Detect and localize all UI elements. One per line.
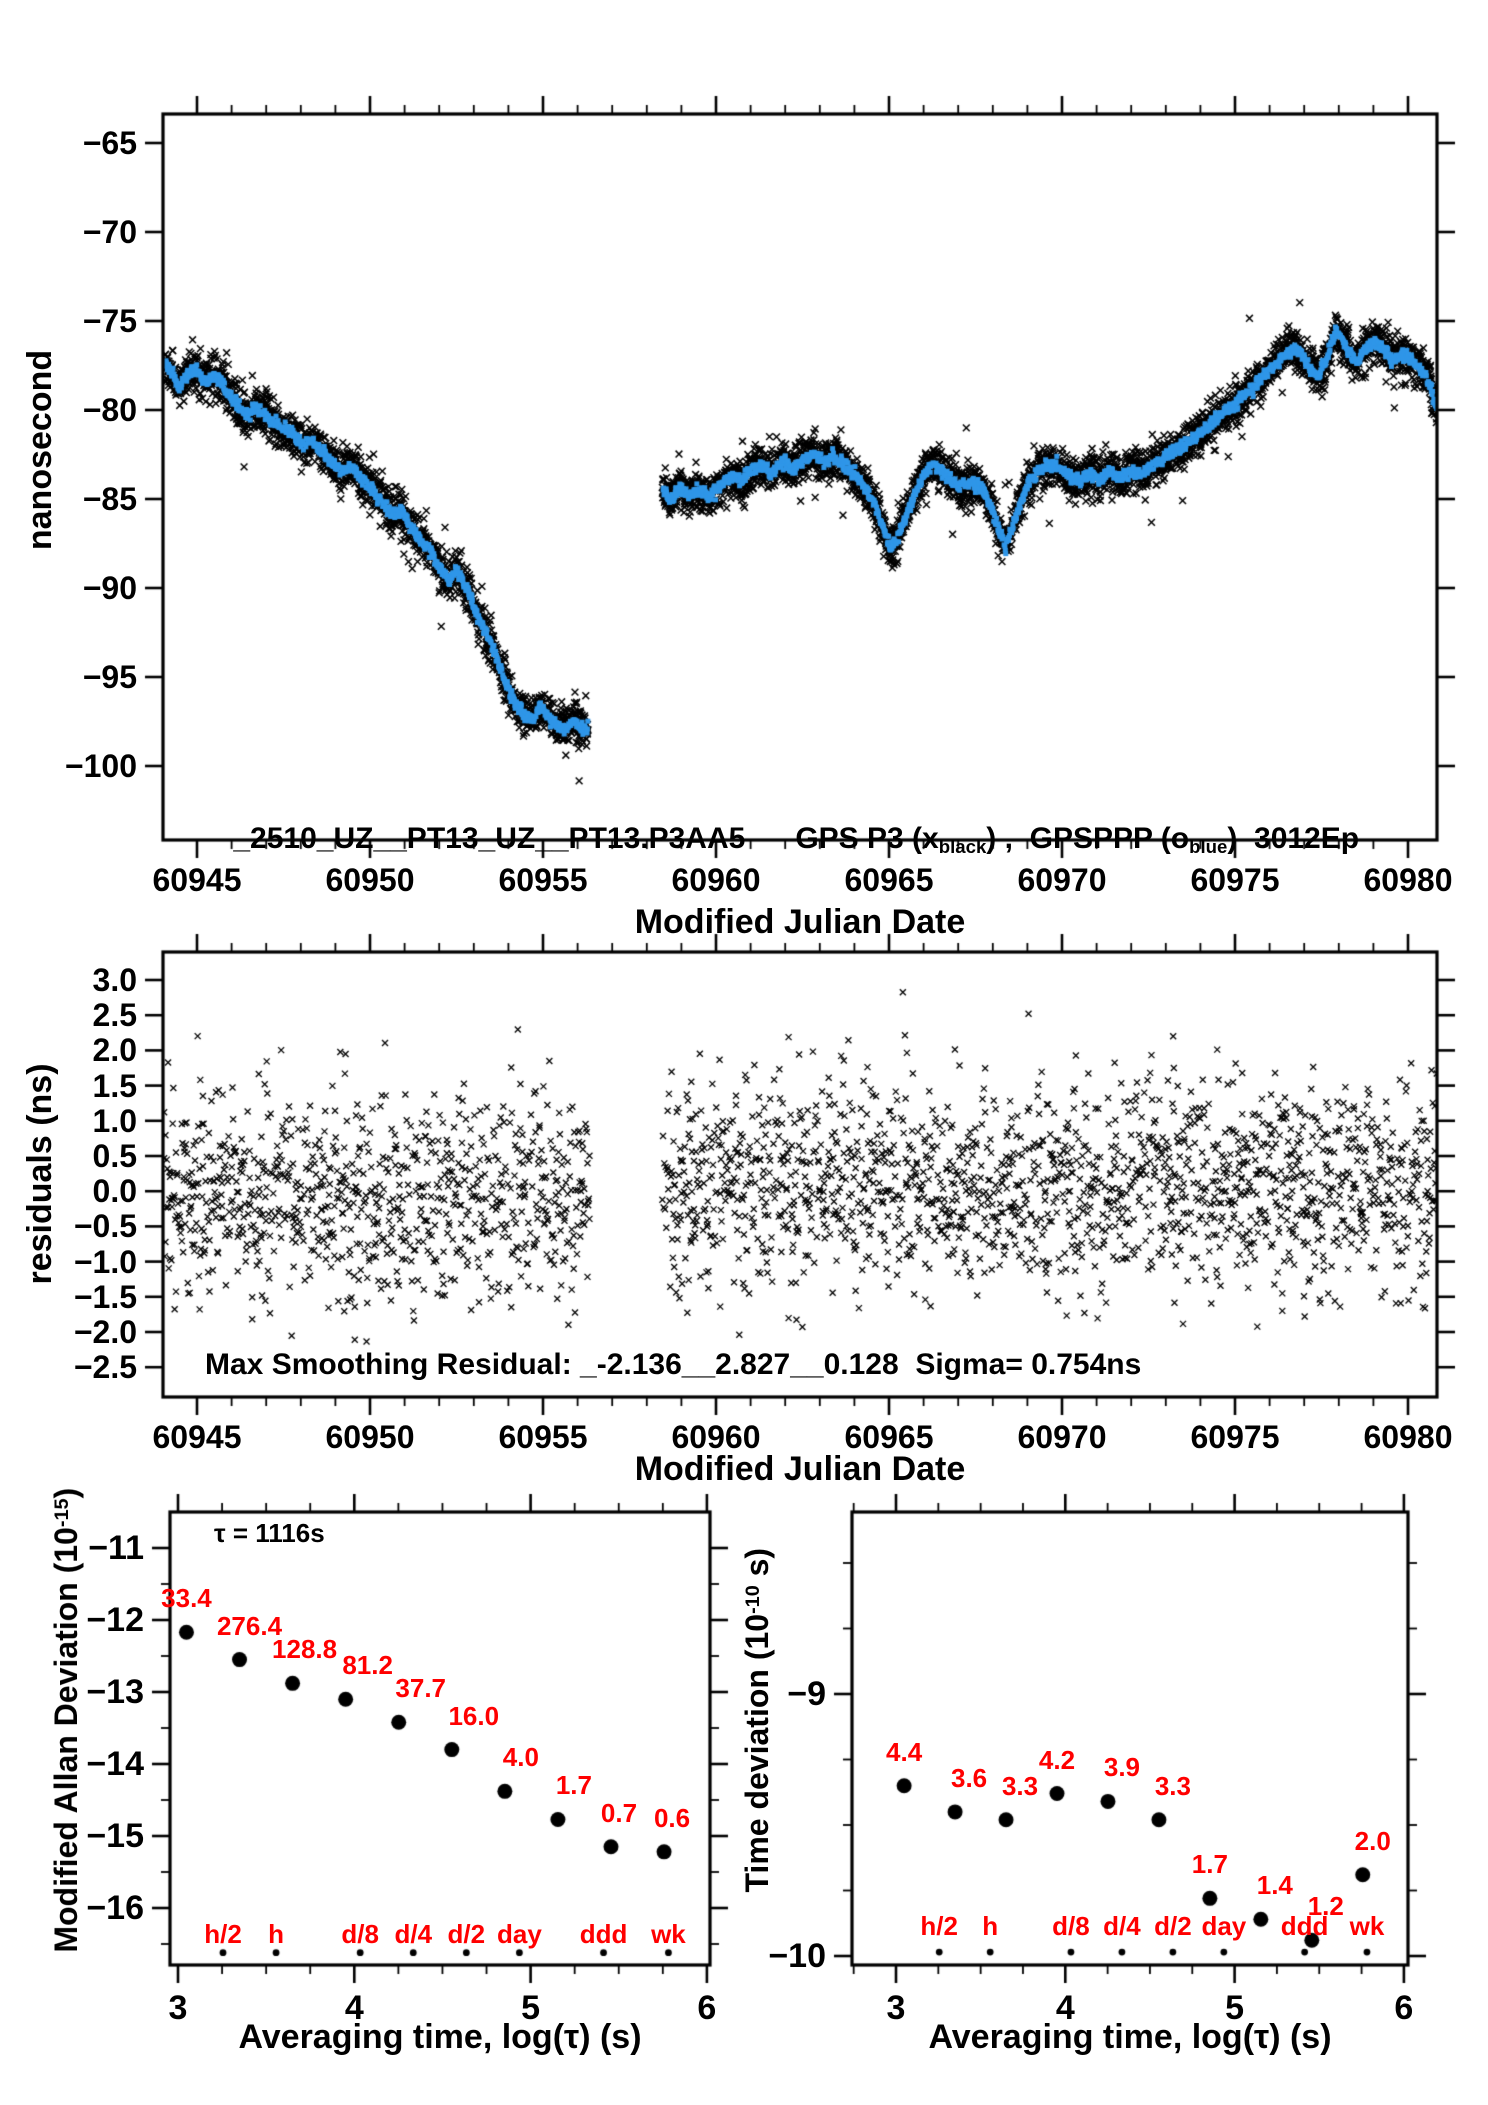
residual-ytick-label: 2.5 [92, 997, 137, 1034]
tdev-y-axis-title [709, 1548, 805, 1928]
mdev-ytick-label: −16 [86, 1889, 144, 1927]
top-xtick-label: 60980 [1363, 862, 1453, 898]
top-ytick-label: −85 [82, 481, 137, 517]
mdev-point-value-label: 0.6 [653, 1802, 691, 1833]
residual-ytick-label: −1.0 [73, 1243, 137, 1280]
tdev-ylabel-post: s) [739, 1547, 775, 1586]
mdev-ytick-label: −13 [86, 1673, 144, 1711]
tdev-point-value-label: 1.4 [1256, 1870, 1293, 1901]
tdev-ytick-label: −9 [787, 1675, 826, 1713]
mdev-ytick-label: −11 [88, 1529, 144, 1567]
top-ytick-label: −90 [82, 570, 137, 606]
mdev-point-value-label: 0.7 [600, 1797, 638, 1828]
mdev-x-axis-title: Averaging time, log(τ) (s) [238, 2018, 642, 2056]
top-ytick-label: −70 [82, 214, 137, 250]
top-ytick-label: −65 [82, 125, 137, 161]
mdev-ylabel-pre: Modified Allan Deviation (10 [48, 1527, 84, 1953]
tdev-tau-marker-label: d/4 [1103, 1911, 1141, 1942]
residual-xtick-label: 60975 [1190, 1419, 1280, 1455]
residual-ytick-label: −2.0 [73, 1314, 137, 1350]
tdev-xtick-label: 3 [886, 1989, 906, 2027]
residual-xtick-label: 60965 [844, 1419, 934, 1455]
mdev-tau-marker-label: ddd [579, 1919, 628, 1950]
mdev-point-value-label: 16.0 [448, 1700, 500, 1731]
tdev-point-value-label: 4.2 [1038, 1744, 1076, 1775]
mdev-xtick-label: 4 [344, 1989, 364, 2027]
residual-annotation: Max Smoothing Residual: _-2.136__2.827__0.128 Sigma= 0.754ns [205, 1348, 1142, 1381]
top-ytick-label: −80 [82, 392, 137, 428]
residual-ytick-label: 0.5 [92, 1138, 137, 1174]
mdev-tau-marker-label: d/4 [394, 1919, 433, 1950]
tdev-tau-marker-label: h [982, 1911, 999, 1942]
top-plot-title-series-2: ) , GPSPPP (o [986, 822, 1190, 855]
residual-x-axis-title: Modified Julian Date [634, 1450, 966, 1488]
mdev-point-value-label: 1.7 [555, 1770, 592, 1801]
top-xtick-label: 60970 [1017, 862, 1107, 898]
tdev-point-value-label: 1.7 [1191, 1849, 1228, 1880]
mdev-tau-marker-label: h/2 [204, 1919, 242, 1950]
top-xtick-label: 60950 [325, 862, 415, 898]
top-xtick-label: 60965 [844, 862, 934, 898]
tdev-tau-marker-label: day [1201, 1911, 1247, 1942]
tdev-ytick-label: −10 [768, 1937, 826, 1975]
residual-ytick-label: 3.0 [92, 962, 137, 998]
residual-ytick-label: 1.0 [92, 1102, 137, 1139]
tdev-point-value-label: 3.3 [1154, 1770, 1191, 1801]
mdev-point-value-label: 33.4 [161, 1583, 212, 1614]
top-plot-title-series-1: GPS P3 (x [795, 822, 939, 855]
top-plot-title-series-3: ) 3012Ep [1227, 822, 1360, 855]
mdev-point-value-label: 4.0 [502, 1742, 539, 1773]
residual-y-axis-title: residuals (ns) [21, 1063, 59, 1285]
mdev-point-value-label: 128.8 [272, 1634, 338, 1665]
residual-ytick-label: −2.5 [73, 1349, 137, 1386]
top-plot-title-sub-black: black [938, 836, 987, 858]
tdev-point-value-label: 4.4 [886, 1736, 923, 1767]
residual-xtick-label: 60970 [1017, 1419, 1107, 1455]
residual-xtick-label: 60955 [498, 1419, 588, 1455]
tdev-tau-marker-label: d/8 [1052, 1911, 1090, 1942]
tdev-point-value-label: 1.2 [1307, 1891, 1344, 1922]
tdev-tau-marker-label: ddd [1280, 1911, 1329, 1942]
top-x-axis-title: Modified Julian Date [634, 903, 966, 941]
residual-xtick-label: 60950 [325, 1419, 415, 1455]
residual-ytick-label: −1.5 [73, 1278, 137, 1315]
mdev-point-value-label: 81.2 [342, 1650, 393, 1681]
tdev-tau-marker-label: wk [1349, 1911, 1385, 1942]
mdev-ylabel-sup: -15 [51, 1498, 74, 1528]
tdev-xtick-label: 6 [1394, 1989, 1414, 2027]
mdev-tau-marker-label: h [268, 1919, 285, 1950]
mdev-point-value-label: 276.4 [216, 1610, 283, 1641]
mdev-xtick-label: 5 [521, 1989, 541, 2027]
mdev-tau-marker-label: day [496, 1919, 542, 1950]
mdev-xtick-label: 6 [697, 1989, 717, 2027]
tdev-tau-marker-label: d/2 [1154, 1911, 1192, 1942]
tdev-point-value-label: 3.9 [1103, 1752, 1141, 1783]
top-xtick-label: 60955 [498, 862, 588, 898]
residual-ytick-label: 0.0 [92, 1173, 137, 1210]
tdev-point-value-label: 2.0 [1354, 1825, 1391, 1856]
residual-xtick-label: 60960 [671, 1419, 761, 1455]
mdev-ytick-label: −15 [86, 1817, 144, 1855]
tdev-xtick-label: 4 [1055, 1989, 1075, 2027]
top-xtick-label: 60945 [152, 862, 242, 898]
top-plot-title-file: _2510_UZ__PT13_UZ__PT13.P3AA5 [233, 822, 746, 855]
residual-ytick-label: 2.0 [92, 1032, 137, 1069]
top-xtick-label: 60975 [1190, 862, 1280, 898]
tdev-x-axis-title: Averaging time, log(τ) (s) [928, 2018, 1332, 2056]
tdev-ylabel-sup: -10 [742, 1585, 765, 1614]
top-ytick-label: −95 [82, 659, 137, 695]
residual-xtick-label: 60980 [1363, 1419, 1453, 1455]
top-xtick-label: 60960 [671, 862, 761, 898]
tdev-ylabel-pre: Time deviation (10 [739, 1613, 775, 1893]
mdev-ytick-label: −12 [86, 1601, 144, 1639]
residual-ytick-label: −0.5 [73, 1208, 137, 1245]
mdev-tau-marker-label: d/8 [341, 1919, 379, 1950]
mdev-point-value-label: 37.7 [395, 1673, 447, 1704]
tdev-tau-marker-label: h/2 [920, 1911, 959, 1942]
mdev-ytick-label: −14 [86, 1745, 144, 1783]
mdev-tau-marker-label: wk [651, 1919, 686, 1950]
top-ytick-label: −100 [64, 748, 137, 784]
mdev-tau-annotation: τ = 1116s [214, 1518, 325, 1548]
tdev-point-value-label: 3.6 [951, 1762, 988, 1793]
residual-xtick-label: 60945 [152, 1419, 242, 1455]
top-y-axis-title: nanosecond [21, 349, 59, 551]
mdev-xtick-label: 3 [168, 1989, 188, 2027]
mdev-ylabel-post: ) [48, 1487, 84, 1499]
mdev-tau-marker-label: d/2 [447, 1919, 486, 1950]
tdev-xtick-label: 5 [1225, 1989, 1245, 2027]
residual-ytick-label: 1.5 [92, 1067, 137, 1104]
top-plot-title-sub-blue: blue [1189, 836, 1228, 858]
tdev-point-value-label: 3.3 [1001, 1770, 1039, 1801]
top-ytick-label: −75 [82, 303, 137, 339]
